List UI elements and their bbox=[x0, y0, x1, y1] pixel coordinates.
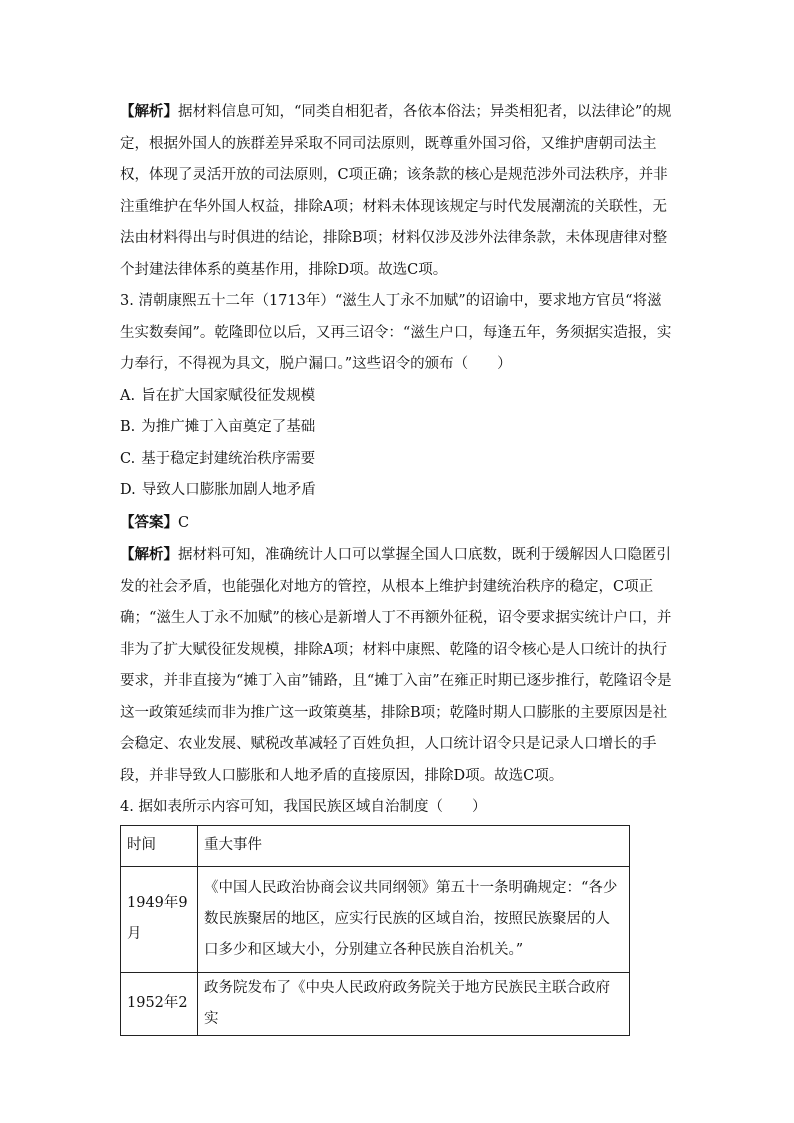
answer-value: C bbox=[178, 514, 190, 531]
option-letter: B. bbox=[120, 419, 136, 435]
table-cell-event: 政务院发布了《中央人民政府政务院关于地方民族民主联合政府实 bbox=[198, 972, 630, 1035]
table-header-event: 重大事件 bbox=[198, 825, 630, 866]
question-3-option-a bbox=[120, 381, 672, 413]
question-3-option-c bbox=[120, 444, 672, 476]
question-3-answer bbox=[120, 507, 672, 540]
analysis-paragraph-q2 bbox=[120, 96, 672, 286]
table-cell-time: 1949年9月 bbox=[121, 866, 198, 972]
table-cell-event: 《中国人民政治协商会议共同纲领》第五十一条明确规定：“各少数民族聚居的地区，应实行民族的区域自治，按照民族聚居的人口多少和区域大小，分别建立各种民族自治机关。” bbox=[198, 866, 630, 972]
question-3-analysis bbox=[120, 539, 672, 792]
question-4-stem: 4. 据如表所示内容可知，我国民族区域自治制度（ ） bbox=[120, 799, 487, 815]
table-row bbox=[121, 972, 630, 1035]
table-cell-time: 1952年2 bbox=[121, 972, 198, 1035]
option-text: 导致人口膨胀加剧人地矛盾 bbox=[141, 482, 316, 498]
table-header-row bbox=[121, 825, 630, 866]
question-3-option-d bbox=[120, 475, 672, 507]
analysis-text: 据材料信息可知，“同类自相犯者，各依本俗法；异类相犯者，以法律论”的规定，根据外国人的族群差异采取不同司法原则，既尊重外国习俗，又维护唐朝司法主权，体现了灵活开放的司法原则，C项正确；该条款的核心是规范涉外司法秩序，并非注重维护在华外国人权益，排除A项；材料未体现该规定与时代发展潮流的关联性，无法由材料得出与时俱进的结论，排除B项；材料仅涉及涉外法律条款，未体现唐律对整个封建法律体系的奠基作用，排除D项。故选C项。 bbox=[120, 104, 672, 278]
question-3-stem: 3. 清朝康熙五十二年（1713年）“滋生人丁永不加赋”的诏谕中，要求地方官员“将滋生实数奏闻”。乾隆即位以后，又再三诏令：“滋生户口，每逢五年，务须据实造报，实力奉行，不得视为具文，脱户漏口。”这些诏令的颁布（ ） bbox=[120, 293, 672, 372]
option-letter: C. bbox=[120, 450, 136, 467]
answer-tag: 【答案】 bbox=[120, 513, 178, 531]
table-header-time: 时间 bbox=[121, 825, 198, 866]
document-page bbox=[120, 96, 672, 1036]
option-text: 旨在扩大国家赋役征发规模 bbox=[141, 387, 316, 404]
table-row bbox=[121, 866, 630, 972]
question-3-option-b bbox=[120, 412, 672, 444]
option-letter: A. bbox=[120, 387, 136, 404]
analysis-tag: 【解析】 bbox=[120, 103, 178, 120]
option-text: 为推广摊丁入亩奠定了基础 bbox=[141, 419, 316, 435]
events-table bbox=[120, 825, 630, 1036]
option-text: 基于稳定封建统治秩序需要 bbox=[141, 450, 316, 467]
option-letter: D. bbox=[120, 482, 136, 498]
analysis-tag: 【解析】 bbox=[120, 546, 178, 563]
analysis-text: 据材料可知，准确统计人口可以掌握全国人口底数，既利于缓解因人口隐匿引发的社会矛盾，也能强化对地方的管控，从根本上维护封建统治秩序的稳定，C项正确；“滋生人丁永不加赋”的核心是新增人丁不再额外征税，诏令要求据实统计户口，并非为了扩大赋役征发规模，排除A项；材料中康熙、乾隆的诏令核心是人口统计的执行要求，并非直接为“摊丁入亩”铺路，且“摊丁入亩”在雍正时期已逐步推行，乾隆诏令是这一政策延续而非为推广这一政策奠基，排除B项；乾隆时期人口膨胀的主要原因是社会稳定、农业发展、赋税改革减轻了百姓负担，人口统计诏令只是记录人口增长的手段，并非导致人口膨胀和人地矛盾的直接原因，排除D项。故选C项。 bbox=[120, 547, 672, 784]
